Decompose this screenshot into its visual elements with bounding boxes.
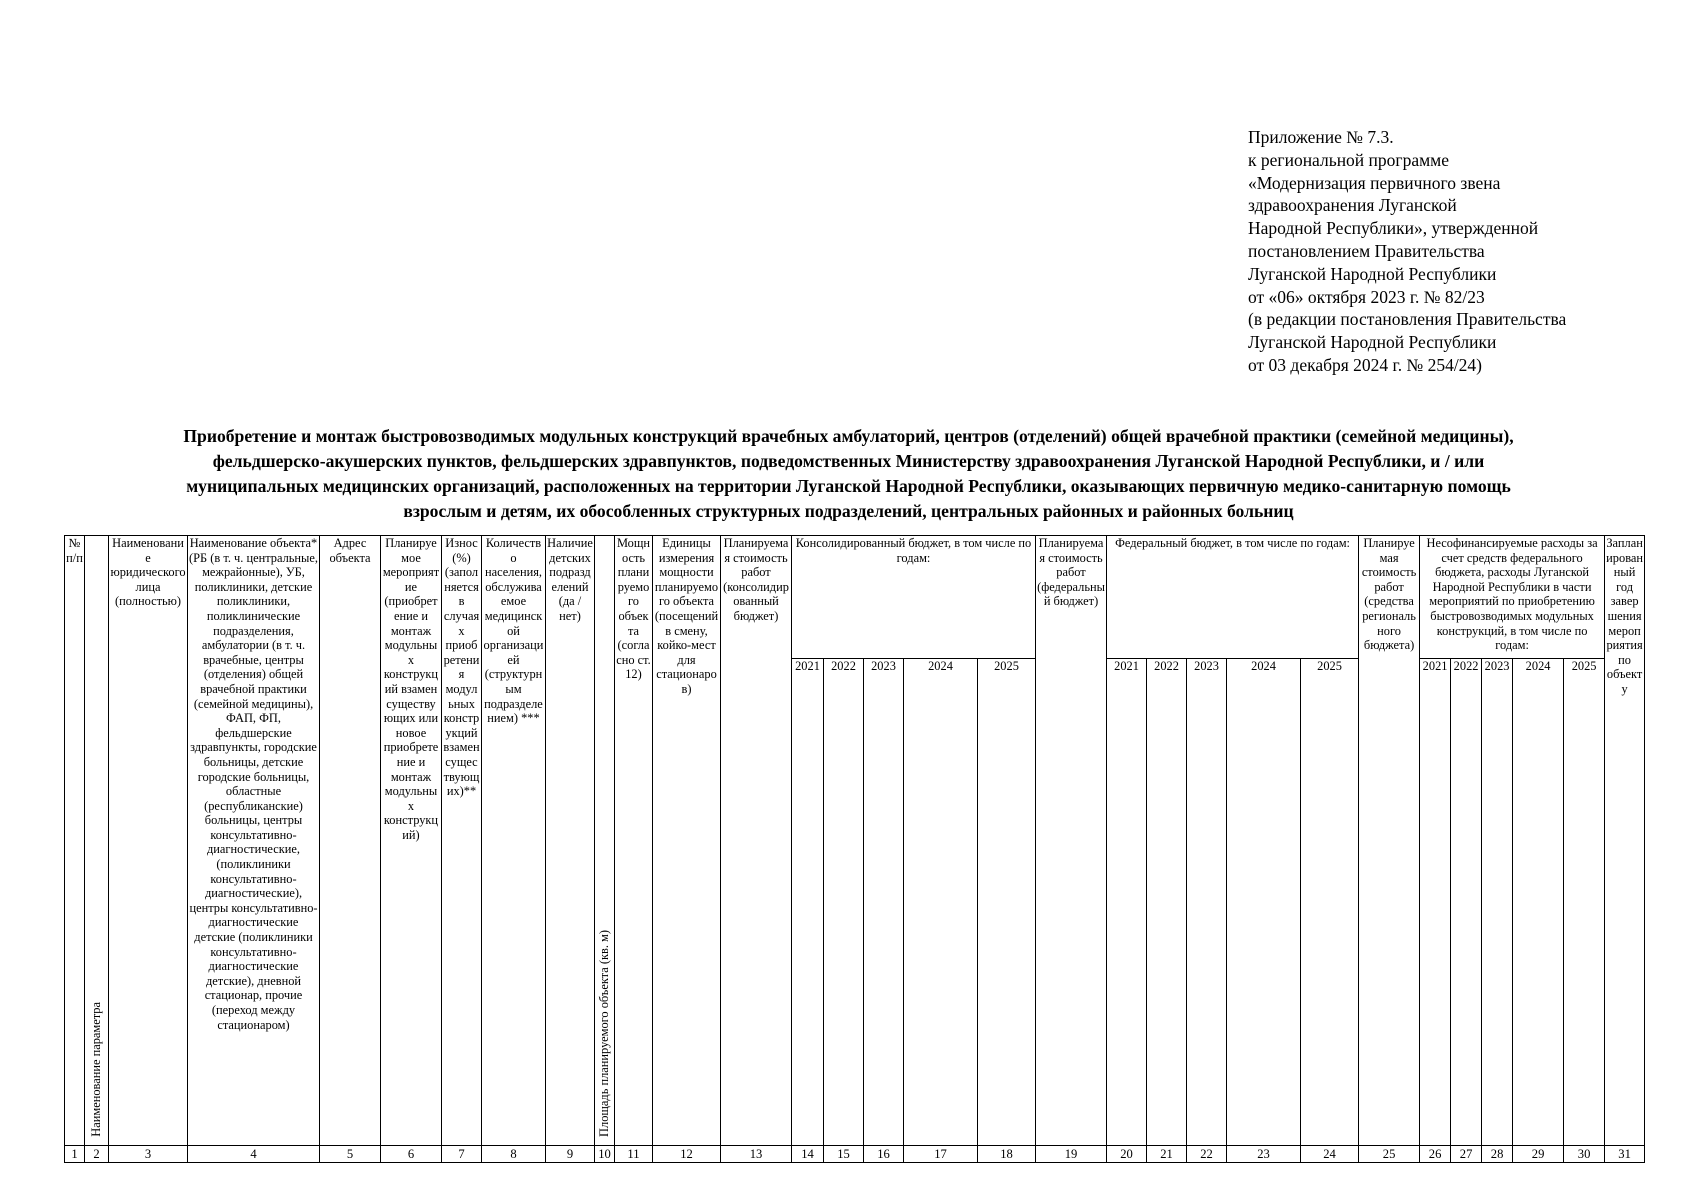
col-number: 15 <box>824 1146 864 1163</box>
col-number: 25 <box>1359 1146 1420 1163</box>
col-header-legal-entity: Наименование юридического лица (полностью) <box>109 536 188 1146</box>
col-number: 5 <box>320 1146 381 1163</box>
col-header-child-units: Наличие детских подразделений (да / нет) <box>546 536 595 1146</box>
col-header-planned-action: Планируемое мероприятие (приобретение и монтаж модульных конструкций взамен существующих или новое приобретение и монтаж модульных конструкций) <box>381 536 442 1146</box>
col-header-population: Количество населения, обслуживаемое медицинской организацией (структурным подразделением) *** <box>482 536 546 1146</box>
col-header-nonco-expenses: Несофинансируемые расходы за счет средств федерального бюджета, расходы Луганской Народной Республики в части мероприятий по приобретению быстровозводимых модульных конструкций, в том числе по годам: <box>1420 536 1605 659</box>
col-number: 26 <box>1420 1146 1451 1163</box>
col-number: 10 <box>595 1146 615 1163</box>
year-cell: 2022 <box>1147 659 1187 1146</box>
appendix-line: (в редакции постановления Правительства <box>1248 309 1567 330</box>
col-header-federal-budget: Федеральный бюджет, в том числе по годам: <box>1107 536 1359 659</box>
col-header-area-label: Площадь планируемого объекта (кв. м) <box>597 930 612 1137</box>
col-number: 9 <box>546 1146 595 1163</box>
col-number: 13 <box>721 1146 792 1163</box>
year-cell: 2024 <box>1513 659 1564 1146</box>
col-header-consolidated-budget: Консолидированный бюджет, в том числе по годам: <box>792 536 1036 659</box>
appendix-line: Луганской Народной Республики <box>1248 332 1497 353</box>
title-line: взрослым и детям, их обособленных структурных подразделений, центральных районных и районных больниц <box>403 501 1294 521</box>
col-number: 11 <box>615 1146 653 1163</box>
appendix-line: от 03 декабря 2024 г. № 254/24) <box>1248 354 1483 375</box>
year-cell: 2024 <box>1227 659 1301 1146</box>
year-cell: 2025 <box>1301 659 1359 1146</box>
title-line: фельдшерско-акушерских пунктов, фельдшерских здравпунктов, подведомственных Министерству здравоохранения Луганской Народной Республики, и / или <box>212 451 1485 471</box>
col-number: 28 <box>1482 1146 1513 1163</box>
col-number: 30 <box>1564 1146 1605 1163</box>
col-number: 3 <box>109 1146 188 1163</box>
col-number: 6 <box>381 1146 442 1163</box>
col-header-number: № п/п <box>65 536 85 1146</box>
col-number: 19 <box>1036 1146 1107 1163</box>
col-number: 1 <box>65 1146 85 1163</box>
col-header-parameter-label: Наименование параметра <box>89 1002 104 1137</box>
year-cell: 2025 <box>978 659 1036 1146</box>
col-header-cost-regional: Планируемая стоимость работ (средства регионального бюджета) <box>1359 536 1420 1146</box>
appendix-line: здравоохранения Луганской <box>1248 195 1457 216</box>
col-number: 2 <box>85 1146 109 1163</box>
program-table <box>64 535 1645 1163</box>
col-number: 4 <box>188 1146 320 1163</box>
col-header-address: Адрес объекта <box>320 536 381 1146</box>
col-number: 21 <box>1147 1146 1187 1163</box>
col-header-object-name: Наименование объекта* (РБ (в т. ч. центральные, межрайонные), УБ, поликлиники, детские поликлиники, поликлинические подразделения, амбулатории (в т. ч. врачебные, центры (отделения) общей врачебной практики (семейной медицины), ФАП, ФП, фельдшерские здравпункты, городские больницы, детские городские больницы, областные (республиканские) больницы, центры консультативно-диагностические, (поликлиники консультативно-диагностические), центры консультативно-диагностические детские (поликлиники консультативно-диагностические детские), дневной стационар, прочие (переход между стационаром) <box>188 536 320 1146</box>
year-cell: 2023 <box>1482 659 1513 1146</box>
col-number: 23 <box>1227 1146 1301 1163</box>
col-number: 24 <box>1301 1146 1359 1163</box>
col-number: 27 <box>1451 1146 1482 1163</box>
col-header-cost-consolidated: Планируемая стоимость работ (консолидированный бюджет) <box>721 536 792 1146</box>
year-cell: 2022 <box>824 659 864 1146</box>
year-cell: 2021 <box>792 659 824 1146</box>
year-cell: 2023 <box>864 659 904 1146</box>
appendix-block <box>1248 126 1668 377</box>
col-number: 18 <box>978 1146 1036 1163</box>
col-number: 16 <box>864 1146 904 1163</box>
col-header-wear: Износ (%) (заполняется в случаях приобретения модульных конструкций взамен существующих)** <box>442 536 482 1146</box>
col-number: 20 <box>1107 1146 1147 1163</box>
col-header-area <box>595 536 615 1146</box>
col-number: 14 <box>792 1146 824 1163</box>
col-number: 17 <box>904 1146 978 1163</box>
appendix-line: Народной Республики», утвержденной <box>1248 218 1539 239</box>
col-header-capacity-units: Единицы измерения мощности планируемого объекта (посещений в смену, койко-мест для стационаров) <box>653 536 721 1146</box>
col-number: 7 <box>442 1146 482 1163</box>
col-header-capacity: Мощность планируемого объекта (согласно ст. 12) <box>615 536 653 1146</box>
col-number: 31 <box>1605 1146 1645 1163</box>
appendix-line: от «06» октября 2023 г. № 82/23 <box>1248 286 1485 307</box>
appendix-line: постановлением Правительства <box>1248 240 1485 261</box>
document-title <box>60 424 1637 524</box>
col-number: 12 <box>653 1146 721 1163</box>
title-line: муниципальных медицинских организаций, расположенных на территории Луганской Народной Республики, оказывающих первичную медико-санитарную помощь <box>186 476 1511 496</box>
col-number: 8 <box>482 1146 546 1163</box>
year-cell: 2021 <box>1420 659 1451 1146</box>
year-cell: 2025 <box>1564 659 1605 1146</box>
title-line: Приобретение и монтаж быстровозводимых модульных конструкций врачебных амбулаторий, центров (отделений) общей врачебной практики (семейной медицины), <box>183 426 1514 446</box>
col-header-cost-federal: Планируемая стоимость работ (федеральный бюджет) <box>1036 536 1107 1146</box>
appendix-line: Луганской Народной Республики <box>1248 263 1497 284</box>
appendix-line: к региональной программе <box>1248 149 1450 170</box>
col-header-parameter <box>85 536 109 1146</box>
year-cell: 2023 <box>1187 659 1227 1146</box>
appendix-line: Приложение № 7.3. <box>1248 127 1394 147</box>
col-number: 29 <box>1513 1146 1564 1163</box>
year-cell: 2021 <box>1107 659 1147 1146</box>
appendix-line: «Модернизация первичного звена <box>1248 172 1501 193</box>
year-cell: 2024 <box>904 659 978 1146</box>
col-header-completion-year: Запланированный год завершения мероприятия по объекту <box>1605 536 1645 1146</box>
column-number-row <box>65 1146 1645 1163</box>
col-number: 22 <box>1187 1146 1227 1163</box>
year-cell: 2022 <box>1451 659 1482 1146</box>
